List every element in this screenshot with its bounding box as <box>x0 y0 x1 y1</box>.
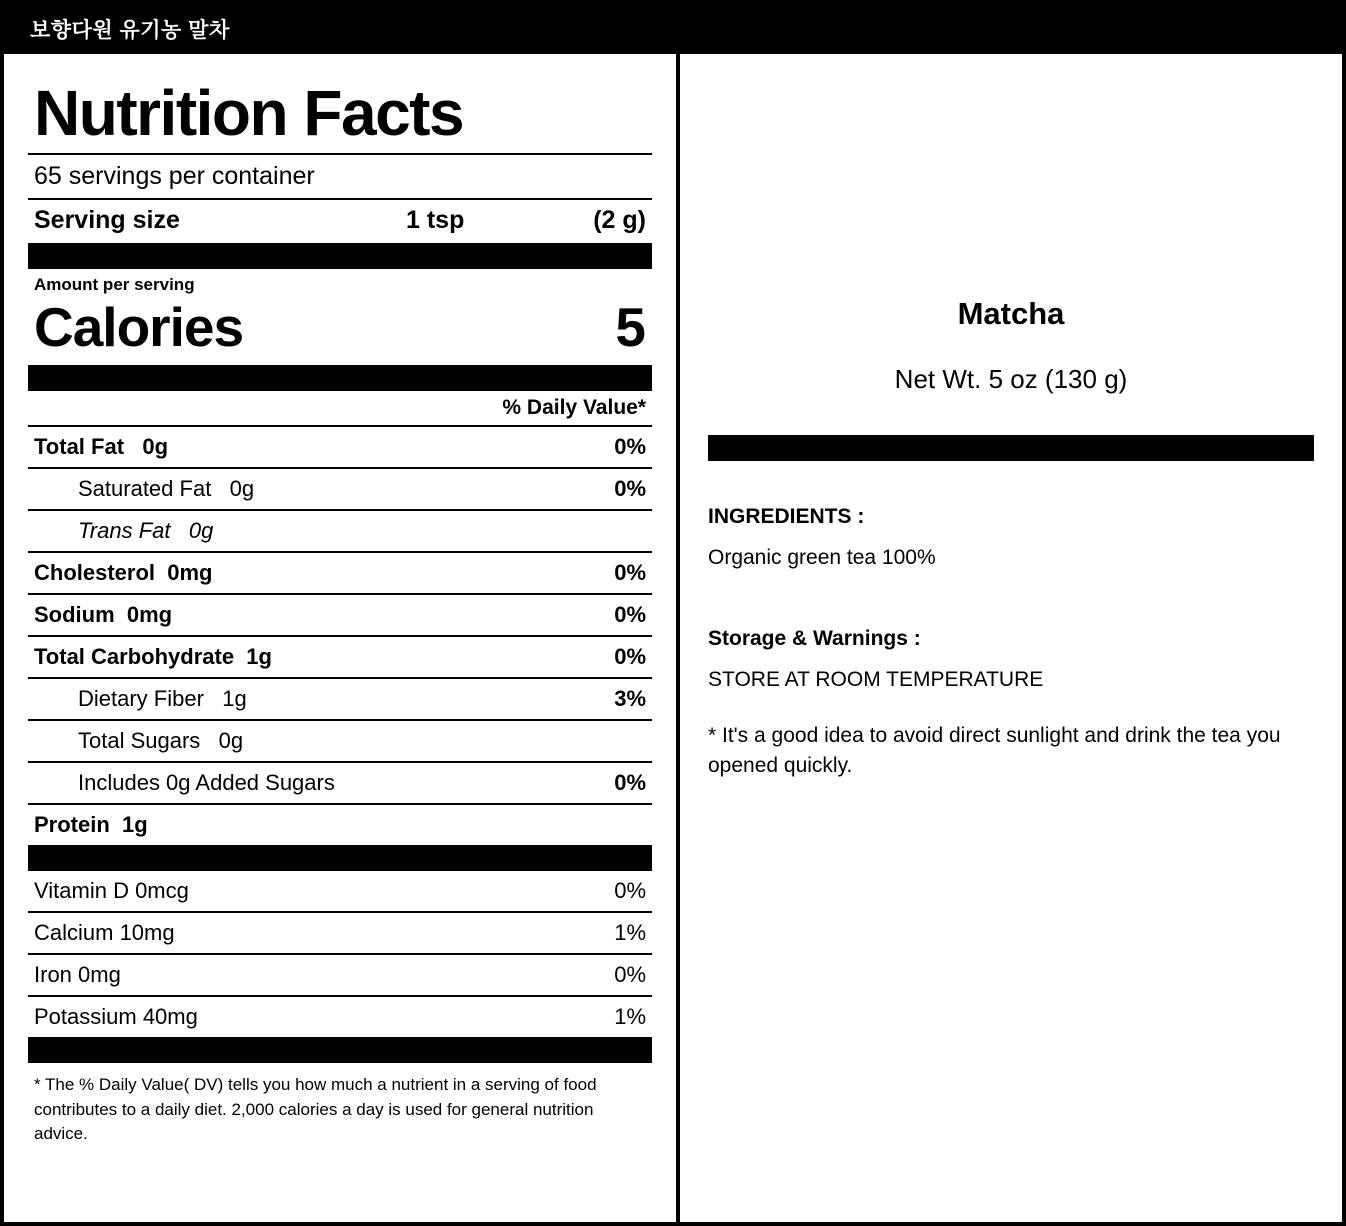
divider-thick-1 <box>28 243 652 269</box>
storage-text: STORE AT ROOM TEMPERATURE <box>708 668 1044 692</box>
table-row <box>28 911 652 953</box>
table-row <box>28 677 652 719</box>
serving-size-label: Serving size <box>34 206 180 235</box>
nutrient-pct: 1% <box>614 1004 646 1030</box>
nutrient-pct: 1% <box>614 920 646 946</box>
storage-note: * It's a good idea to avoid direct sunlight and drink the tea you opened quickly. <box>708 723 1281 778</box>
table-row <box>28 509 652 551</box>
product-title: 보향다원 유기농 말차 <box>30 19 230 42</box>
nutrient-pct: 0% <box>614 770 646 796</box>
nutrient-pct: 0% <box>614 878 646 904</box>
table-row <box>28 635 652 677</box>
product-info-panel <box>680 54 1342 1222</box>
nutrient-name: Calcium 10mg <box>34 920 175 946</box>
table-row <box>28 871 652 911</box>
nutrient-pct: 0% <box>614 476 646 502</box>
servings-per-container: 65 servings per container <box>34 162 315 191</box>
serving-size-weight: (2 g) <box>593 206 646 235</box>
nutrient-name: Vitamin D 0mcg <box>34 878 189 904</box>
serving-size-amount: 1 tsp <box>406 206 465 235</box>
table-row <box>28 953 652 995</box>
nutrient-name: Trans Fat 0g <box>78 518 214 544</box>
nutrient-name: Includes 0g Added Sugars <box>78 770 335 796</box>
calories-label: Calories <box>34 296 244 359</box>
divider-thick-4 <box>28 1037 652 1063</box>
nutrient-name: Total Carbohydrate 1g <box>34 644 272 670</box>
title-bar <box>4 4 1342 54</box>
nutrient-pct: 0% <box>614 434 646 460</box>
nutrient-name: Protein 1g <box>34 812 148 838</box>
nutrition-facts-heading: Nutrition Facts <box>34 77 464 149</box>
nutrient-name: Dietary Fiber 1g <box>78 686 247 712</box>
nutrient-name: Total Fat 0g <box>34 434 169 460</box>
net-weight: Net Wt. 5 oz (130 g) <box>894 364 1128 394</box>
label-columns <box>4 54 1342 1222</box>
nutrition-facts-panel <box>4 54 680 1222</box>
table-row <box>28 467 652 509</box>
divider-thick-3 <box>28 845 652 871</box>
nutrient-pct: 0% <box>614 962 646 988</box>
nutrient-name: Total Sugars 0g <box>78 728 244 754</box>
table-row <box>28 995 652 1037</box>
divider-thick-right <box>708 435 1314 461</box>
calories-row <box>28 295 652 365</box>
storage-heading: Storage & Warnings : <box>708 627 921 651</box>
table-row <box>28 719 652 761</box>
amount-per-serving-label: Amount per serving <box>34 275 195 295</box>
ingredients-text: Organic green tea 100% <box>708 546 936 569</box>
nutrient-pct: 0% <box>614 560 646 586</box>
serving-size-row <box>28 200 652 243</box>
daily-value-footnote: * The % Daily Value( DV) tells you how much a nutrient in a serving of food contributes to a daily diet. 2,000 calories a day is used for general nutrition advice. <box>34 1075 597 1144</box>
table-row <box>28 593 652 635</box>
divider-thick-2 <box>28 365 652 391</box>
nutrient-pct: 3% <box>614 686 646 712</box>
nutrient-name: Saturated Fat 0g <box>78 476 255 502</box>
nutrient-name: Cholesterol 0mg <box>34 560 213 586</box>
table-row <box>28 425 652 467</box>
daily-value-header: % Daily Value* <box>502 396 646 420</box>
nutrient-pct: 0% <box>614 644 646 670</box>
table-row <box>28 803 652 845</box>
nutrient-name: Iron 0mg <box>34 962 121 988</box>
calories-value: 5 <box>615 296 646 359</box>
nutrient-name: Sodium 0mg <box>34 602 173 628</box>
nutrient-pct: 0% <box>614 602 646 628</box>
table-row <box>28 761 652 803</box>
table-row <box>28 551 652 593</box>
nutrient-name: Potassium 40mg <box>34 1004 198 1030</box>
ingredients-heading: INGREDIENTS : <box>708 505 865 528</box>
product-name: Matcha <box>957 296 1065 331</box>
